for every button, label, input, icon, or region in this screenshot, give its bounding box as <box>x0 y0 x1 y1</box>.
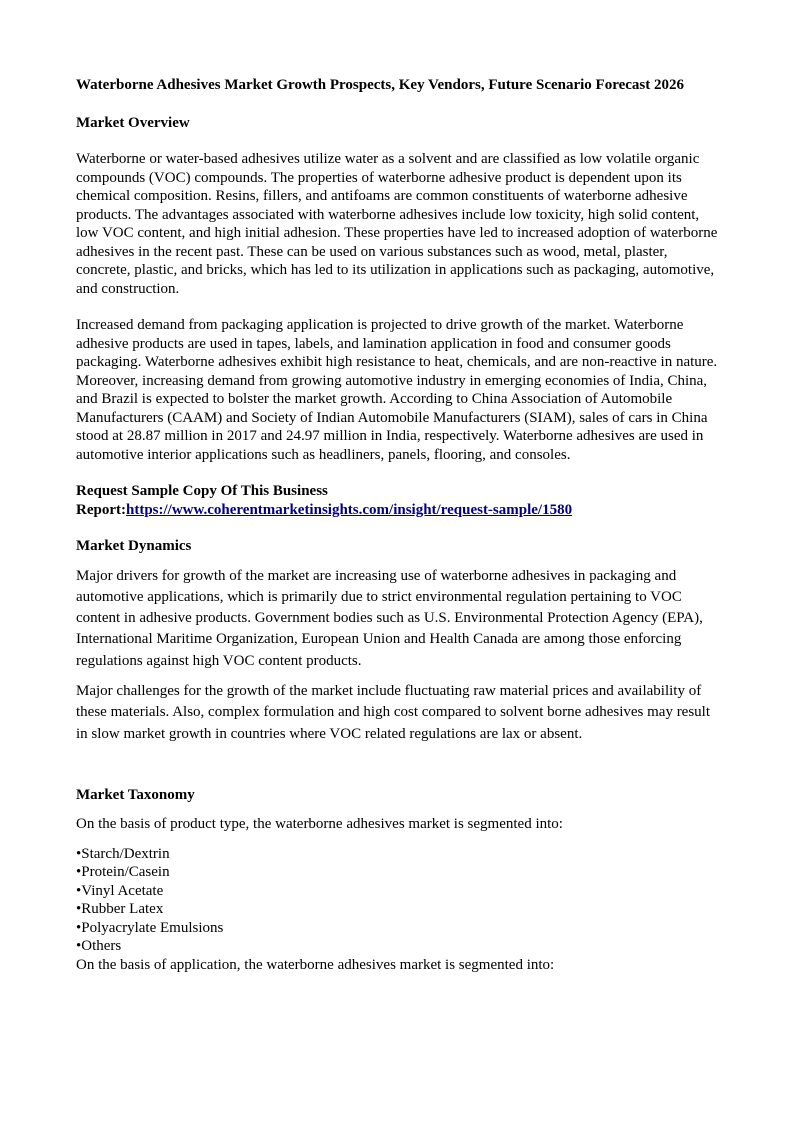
list-item: • Protein/Casein <box>76 863 721 882</box>
dynamics-paragraph-2: Major challenges for the growth of the market include fluctuating raw material prices and availability of these materials. Also, complex formulation and high cost compared to solvent borne adhesives may result in slow market growth in countries where VOC related regulations are lax or absent. <box>76 682 711 742</box>
list-item: • Starch/Dextrin <box>76 845 721 864</box>
application-intro: On the basis of application, the waterborne adhesives market is segmented into: <box>76 956 555 973</box>
taxonomy-intro: On the basis of product type, the waterborne adhesives market is segmented into: <box>76 816 563 833</box>
request-sample-label: Request Sample Copy Of This Business <box>76 483 328 499</box>
product-type-list <box>76 845 721 956</box>
market-dynamics-heading: Market Dynamics <box>76 538 192 554</box>
overview-paragraph-1: Waterborne or water-based adhesives utilize water as a solvent and are classified as low volatile organic compounds (VOC) compounds. The properties of waterborne adhesive product is dependent upon its chemical composition. Resins, fillers, and antifoams are common constituents of waterborne adhesive products. The advantages associated with waterborne adhesives include low toxicity, high solid content, low VOC content, and high initial adhesion. These properties have led to increased adoption of waterborne adhesives in the recent past. These can be used on various substances such as wood, metal, plaster, concrete, plastic, and bricks, which has led to its utilization in applications such as packaging, automotive, and construction. <box>76 151 718 297</box>
market-overview-heading: Market Overview <box>76 114 190 131</box>
request-sample-report-label: Report: <box>76 501 126 518</box>
dynamics-paragraph-1: Major drivers for growth of the market are increasing use of waterborne adhesives in packaging and automotive applications, which is primarily due to strict environmental regulation pertaining to VOC content in adhesive products. Government bodies such as U.S. Environmental Protection Agency (EPA), International Maritime Organization, European Union and Health Canada are among those enforcing regulations against high VOC content products. <box>76 567 703 669</box>
document-page <box>76 76 721 974</box>
request-sample-block <box>76 482 721 519</box>
overview-paragraph-2: Increased demand from packaging application is projected to drive growth of the market. Waterborne adhesive products are used in tapes, labels, and lamination application in food and consumer goods packaging. Waterborne adhesives exhibit high resistance to heat, chemicals, and are non-reactive in nature. Moreover, increasing demand from growing automotive industry in emerging economies of India, China, and Brazil is expected to bolster the market growth. According to China Association of Automobile Manufacturers (CAAM) and Society of Indian Automobile Manufacturers (SIAM), sales of cars in China stood at 28.87 million in 2017 and 24.97 million in India, respectively. Waterborne adhesives are used in automotive interior applications such as headliners, panels, flooring, and consoles. <box>76 317 718 463</box>
document-title: Waterborne Adhesives Market Growth Prospects, Key Vendors, Future Scenario Forecast 2026 <box>76 77 684 93</box>
list-item: • Rubber Latex <box>76 900 721 919</box>
list-item: • Others <box>76 937 721 956</box>
market-taxonomy-heading: Market Taxonomy <box>76 786 195 803</box>
list-item: • Vinyl Acetate <box>76 882 721 901</box>
request-sample-link[interactable]: https://www.coherentmarketinsights.com/insight/request-sample/1580 <box>125 501 573 518</box>
list-item: • Polyacrylate Emulsions <box>76 919 721 938</box>
